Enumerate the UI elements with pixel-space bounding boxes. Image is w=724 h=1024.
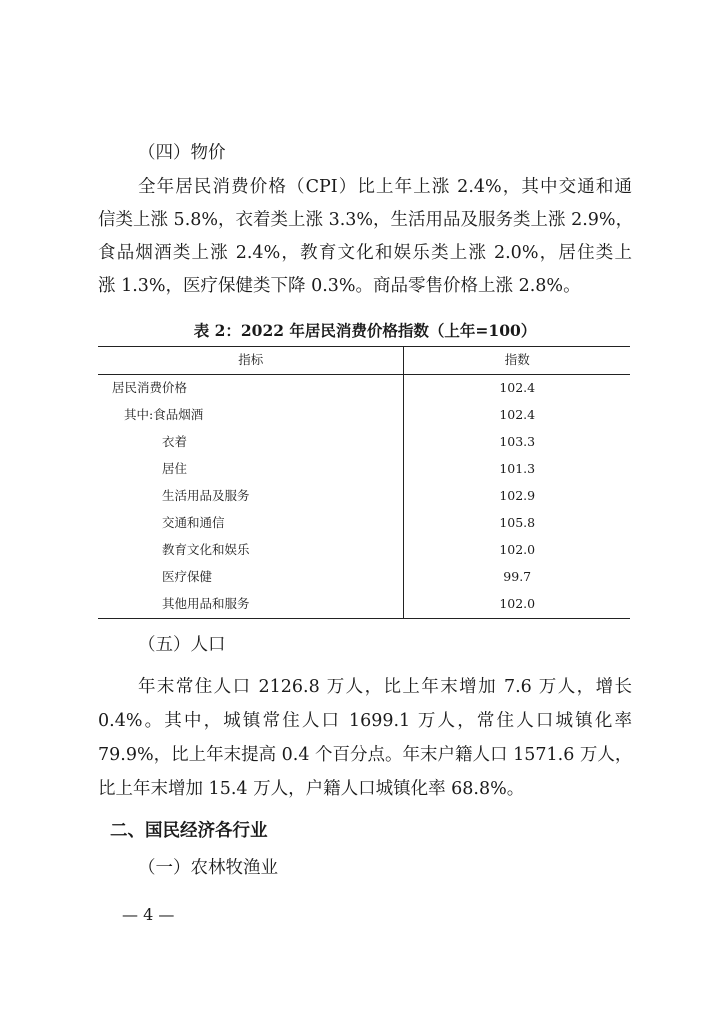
table-row — [98, 375, 630, 403]
part2-sub1-heading: （一）农林牧渔业 — [138, 858, 278, 878]
row-value: 102.9 — [499, 488, 536, 504]
row-value: 105.8 — [499, 515, 536, 531]
section5-line-2: 0.4%。其中，城镇常住人口 1699.1 万人，常住人口城镇化率 — [98, 711, 632, 731]
row-value: 99.7 — [503, 569, 532, 585]
table-row — [98, 402, 630, 429]
row-label: 其中:食品烟酒 — [124, 407, 204, 423]
header-indicator: 指标 — [98, 347, 404, 375]
section4-line-1: 全年居民消费价格（CPI）比上年上涨 2.4%，其中交通和通 — [138, 177, 632, 197]
section5-line-3: 79.9%，比上年末提高 0.4 个百分点。年末户籍人口 1571.6 万人， — [98, 745, 633, 765]
row-label: 居住 — [162, 461, 188, 477]
table-row — [98, 456, 630, 483]
row-label: 教育文化和娱乐 — [162, 542, 250, 558]
row-label: 衣着 — [162, 434, 188, 450]
row-label: 居民消费价格 — [112, 380, 188, 396]
table-row — [98, 591, 630, 619]
section4-heading: （四）物价 — [138, 143, 226, 163]
row-label: 生活用品及服务 — [162, 488, 250, 504]
row-label: 医疗保健 — [162, 569, 213, 585]
section5-line-1: 年末常住人口 2126.8 万人，比上年末增加 7.6 万人，增长 — [138, 677, 632, 697]
row-label: 交通和通信 — [162, 515, 225, 531]
section4-line-3: 食品烟酒类上涨 2.4%，教育文化和娱乐类上涨 2.0%，居住类上 — [98, 243, 632, 263]
table-header-row — [98, 347, 630, 375]
section4-line-2: 信类上涨 5.8%，衣着类上涨 3.3%，生活用品及服务类上涨 2.9%， — [98, 210, 634, 230]
table-row — [98, 483, 630, 510]
cpi-table — [98, 346, 630, 619]
row-value: 102.4 — [499, 407, 536, 423]
row-value: 101.3 — [499, 461, 536, 477]
section5-heading: （五）人口 — [138, 635, 226, 655]
section5-line-4: 比上年末增加 15.4 万人，户籍人口城镇化率 68.8%。 — [98, 779, 525, 799]
row-value: 102.0 — [404, 591, 630, 619]
row-value: 102.4 — [499, 380, 536, 396]
header-index: 指数 — [404, 347, 630, 375]
part2-heading: 二、国民经济各行业 — [110, 821, 268, 841]
row-label: 其他用品和服务 — [162, 596, 250, 612]
table-row — [98, 537, 630, 564]
page-number: — 4 — — [122, 905, 175, 924]
table-row — [98, 510, 630, 537]
table-row — [98, 564, 630, 591]
table-row — [98, 429, 630, 456]
table-title: 表 2：2022 年居民消费价格指数（上年=100） — [193, 321, 537, 340]
row-value: 102.0 — [499, 542, 536, 558]
row-value: 103.3 — [499, 434, 536, 450]
section4-line-4: 涨 1.3%，医疗保健类下降 0.3%。商品零售价格上涨 2.8%。 — [98, 276, 581, 296]
